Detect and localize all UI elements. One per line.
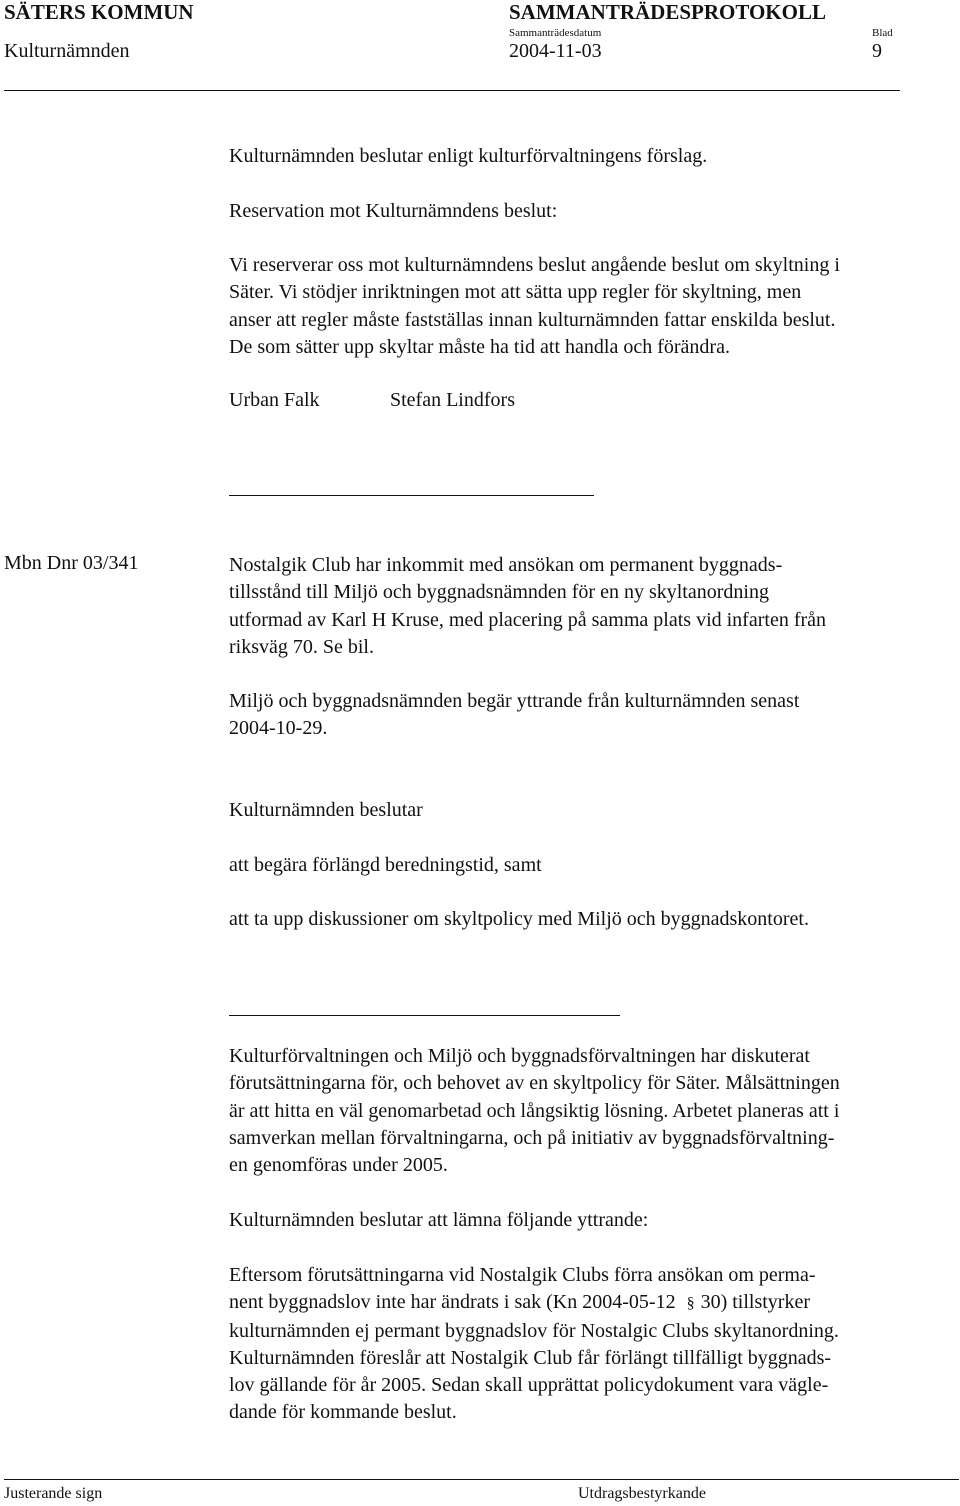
case-line: Nostalgik Club har inkommit med ansökan om permanent byggnads- bbox=[229, 554, 783, 576]
case-description bbox=[229, 552, 959, 661]
statement-line: Eftersom förutsättningarna vid Nostalgik Clubs förra ansökan om perma- bbox=[229, 1264, 816, 1286]
statement-line-part: nent byggnadslov inte har ändrats i sak (Kn 2004-05-12 bbox=[229, 1291, 676, 1314]
background-line: Kulturförvaltningen och Miljö och byggnadsförvaltningen har diskuterat bbox=[229, 1045, 810, 1067]
section-divider bbox=[229, 1015, 620, 1016]
header-rule bbox=[4, 90, 900, 91]
reservation-line: Säter. Vi stödjer inriktningen mot att sätta upp regler för skyltning, men bbox=[229, 281, 802, 304]
decision-item: att begära förlängd beredningstid, samt bbox=[229, 854, 542, 876]
document-type: SAMMANTRÄDESPROTOKOLL bbox=[509, 0, 826, 24]
case-line: riksväg 70. Se bil. bbox=[229, 635, 374, 658]
case-reference: Mbn Dnr 03/341 bbox=[4, 552, 139, 574]
case-line: utformad av Karl H Kruse, med placering på samma plats vid infarten från bbox=[229, 608, 827, 631]
municipality-name: SÄTERS KOMMUN bbox=[4, 0, 194, 24]
reservation-line: Vi reserverar oss mot kulturnämndens beslut angående beslut om skyltning i bbox=[229, 254, 840, 276]
background-line: förutsättningarna för, och behovet av en skyltpolicy för Säter. Målsättningen bbox=[229, 1072, 840, 1095]
background-line: en genomföras under 2005. bbox=[229, 1154, 448, 1177]
statement-line: dande för kommande beslut. bbox=[229, 1401, 457, 1424]
statement-line-part: 30) tillstyrker bbox=[700, 1291, 811, 1314]
request-line: 2004-10-29. bbox=[229, 717, 328, 740]
background-line: samverkan mellan förvaltningarna, och på initiativ av byggnadsförvaltning- bbox=[229, 1126, 835, 1149]
background-paragraph bbox=[229, 1043, 959, 1179]
page-label: Blad bbox=[872, 27, 893, 39]
meeting-date: 2004-11-03 bbox=[509, 40, 602, 62]
committee-name: Kulturnämnden bbox=[4, 40, 130, 62]
date-label: Sammanträdesdatum bbox=[509, 27, 602, 39]
page-number: 9 bbox=[872, 40, 882, 62]
decision-title: Kulturnämnden beslutar bbox=[229, 799, 423, 821]
reservation-line: De som sätter upp skyltar måste ha tid att handla och förändra. bbox=[229, 335, 730, 358]
reservation-title: Reservation mot Kulturnämndens beslut: bbox=[229, 200, 558, 222]
statement-line: Kulturnämnden föreslår att Nostalgik Club får förlängt tillfälligt byggnads- bbox=[229, 1346, 832, 1369]
statement-line bbox=[229, 1289, 959, 1317]
background-line: är att hitta en väl genomarbetad och långsiktig lösning. Arbetet planeras att i bbox=[229, 1099, 840, 1122]
statement-line: lov gällande för år 2005. Sedan skall upprättat policydokument vara vägle- bbox=[229, 1374, 829, 1397]
statement-line: kulturnämnden ej permant byggnadslov för Nostalgic Clubs skyltanordning. bbox=[229, 1319, 839, 1342]
statement-paragraph bbox=[229, 1262, 959, 1427]
decision-item: att ta upp diskussioner om skyltpolicy med Miljö och byggnadskontoret. bbox=[229, 908, 809, 930]
section-sign: § bbox=[686, 1295, 695, 1313]
reservation-paragraph bbox=[229, 252, 959, 361]
case-line: tillsstånd till Miljö och byggnadsnämnden för en ny skyltanordning bbox=[229, 581, 769, 604]
decision-text: Kulturnämnden beslutar enligt kulturförvaltningens förslag. bbox=[229, 145, 708, 167]
request-line: Miljö och byggnadsnämnden begär yttrande från kulturnämnden senast bbox=[229, 690, 800, 712]
request-paragraph bbox=[229, 688, 959, 743]
footer-left-label: Justerande sign bbox=[4, 1485, 103, 1502]
footer-right-label: Utdragsbestyrkande bbox=[578, 1485, 706, 1502]
signer-name: Stefan Lindfors bbox=[390, 389, 515, 411]
section-divider bbox=[229, 495, 594, 496]
footer-rule bbox=[4, 1479, 959, 1480]
reservation-line: anser att regler måste fastställas innan kulturnämnden fattar enskilda beslut. bbox=[229, 308, 836, 331]
signer-name: Urban Falk bbox=[229, 389, 320, 411]
statement-intro: Kulturnämnden beslutar att lämna följande yttrande: bbox=[229, 1209, 649, 1231]
